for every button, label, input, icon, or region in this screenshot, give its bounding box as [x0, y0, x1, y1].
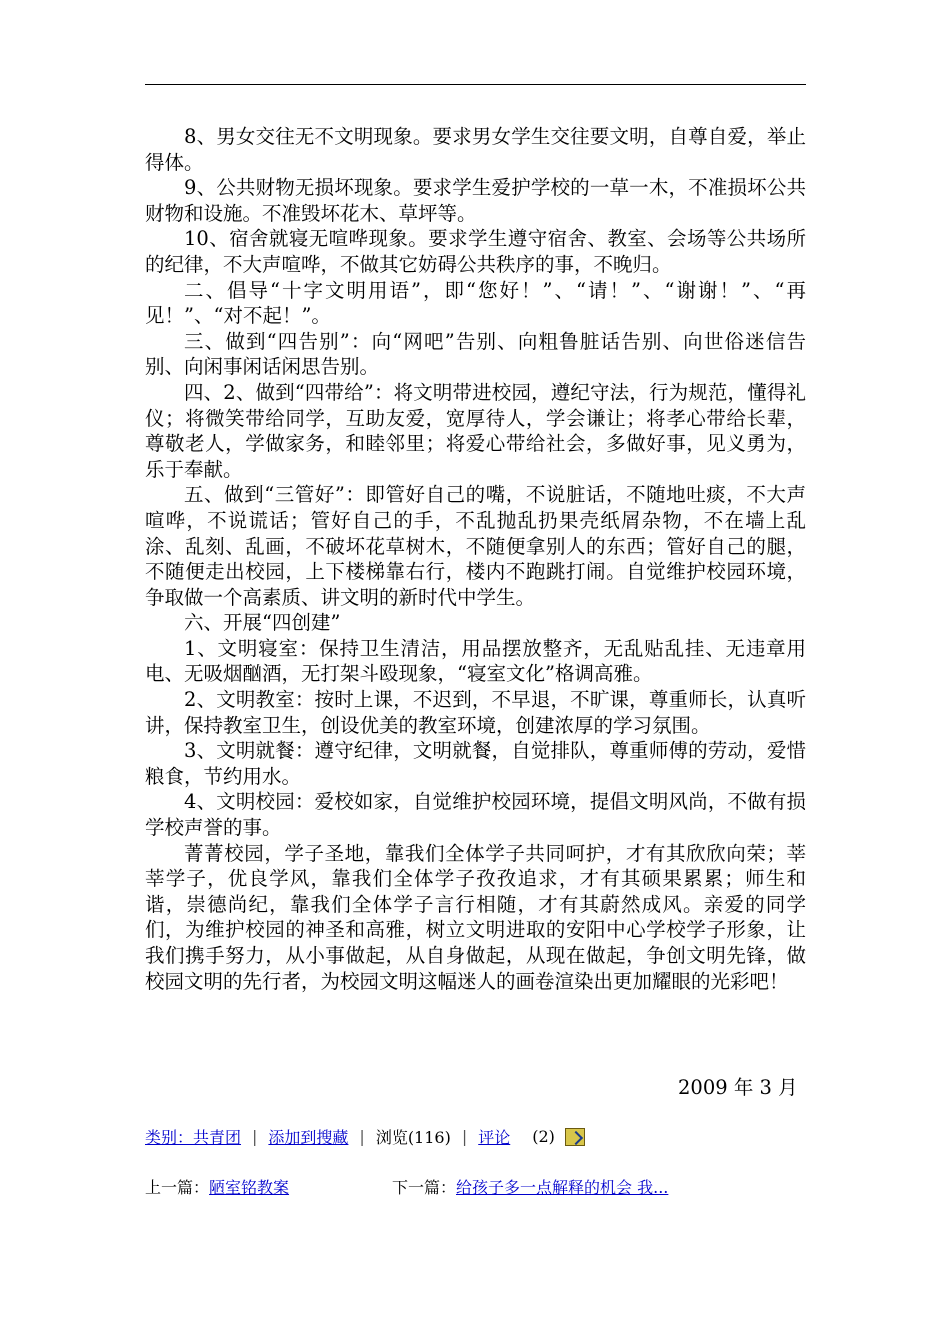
paragraph-closing: 菁菁校园，学子圣地，靠我们全体学子共同呵护，才有其欣欣向荣；莘莘学子，优良学风，靠我们全体学子孜孜追求，才有其硕果累累；师生和谐，崇德尚纪，靠我们全体学子言行相随，才有其蔚然成风。亲爱的同学们，为维护校园的神圣和高雅，树立文明进取的安阳中心学校学子形象，让我们携手努力，从小事做起，从自身做起，从现在做起，争创文明先锋，做校园文明的先行者，为校园文明这幅迷人的画卷渲染出更加耀眼的光彩吧！ — [145, 841, 806, 993]
paragraph-polite-words: 二、倡导“十字文明用语”，即“您好！”、“请！”、“谢谢！”、“再见！”、“对不起！”。 — [145, 278, 806, 328]
paragraph-four-farewells: 三、做到“四告别”：向“网吧”告别、向粗鲁脏话告别、向世俗迷信告别、向闲事闲话闲思告别。 — [145, 329, 806, 379]
paragraph-9: 9、公共财物无损坏现象。要求学生爱护学校的一草一木，不准损坏公共财物和设施。不准毁坏花木、草坪等。 — [145, 176, 806, 225]
comment-count: (2) — [532, 1127, 555, 1146]
article-navigation — [145, 1175, 669, 1198]
paragraph-civil-campus: 4、文明校园：爱校如家，自觉维护校园环境，提倡文明风尚，不做有损学校声誉的事。 — [145, 790, 806, 840]
share-icon[interactable] — [565, 1128, 585, 1146]
paragraph-four-bring: 四、2、做到“四带给”：将文明带进校园，遵纪守法，行为规范，懂得礼仪；将微笑带给同学，互助友爱，宽厚待人，学会谦让；将孝心带给长辈，尊敬老人，学做家务，和睦邻里；将爱心带给社会，多做好事，见义勇为，乐于奉献。 — [145, 380, 806, 481]
paragraph-civil-dining: 3、文明就餐：遵守纪律，文明就餐，自觉排队，尊重师傅的劳动，爱惜粮食，节约用水。 — [145, 739, 806, 788]
add-favorite-link[interactable]: 添加到搜藏 — [268, 1128, 349, 1147]
header-rule — [145, 84, 806, 85]
view-count: 浏览(116) — [375, 1128, 451, 1147]
prev-article-link[interactable]: 陋室铭教案 — [209, 1178, 290, 1197]
comment-link[interactable]: 评论 — [478, 1128, 511, 1147]
paragraph-four-create-heading: 六、开展“四创建” — [184, 611, 341, 635]
separator: | — [461, 1127, 468, 1146]
article-date: 2009 年 3 月 — [678, 1076, 798, 1099]
separator: | — [252, 1127, 258, 1146]
paragraph-8: 8、男女交往无不文明现象。要求男女学生交往要文明，自尊自爱，举止得体。 — [145, 125, 806, 174]
paragraph-three-manage: 五、做到“三管好”：即管好自己的嘴，不说脏话，不随地吐痰，不大声喧哗，不说谎话；管好自己的手，不乱抛乱扔果壳纸屑杂物，不在墙上乱涂、乱刻、乱画，不破坏花草树木，不随便拿别人的东西；管好自己的腿，不随便走出校园，上下楼梯靠右行，楼内不跑跳打闹。自觉维护校园环境，争取做一个高素质、讲文明的新时代中学生。 — [145, 483, 806, 609]
article-meta-bar — [145, 1125, 585, 1148]
next-article — [392, 1175, 668, 1198]
article-body — [145, 124, 806, 994]
paragraph-civil-dorm: 1、文明寝室：保持卫生清洁，用品摆放整齐，无乱贴乱挂、无违章用电、无吸烟酗酒，无打架斗殴现象，“寝室文化”格调高雅。 — [145, 636, 806, 686]
separator: | — [359, 1127, 365, 1146]
next-article-link[interactable]: 给孩子多一点解释的机会 我... — [456, 1178, 669, 1197]
paragraph-10: 10、宿舍就寝无喧哗现象。要求学生遵守宿舍、教室、会场等公共场所的纪律，不大声喧哗，不做其它妨碍公共秩序的事，不晚归。 — [145, 227, 806, 276]
paragraph-civil-classroom: 2、文明教室：按时上课，不迟到，不早退，不旷课，尊重师长，认真听讲，保持教室卫生，创设优美的教室环境，创建浓厚的学习氛围。 — [145, 688, 806, 737]
next-article-label: 下一篇： — [392, 1178, 457, 1197]
prev-article-label: 上一篇： — [145, 1178, 210, 1197]
category-link[interactable]: 类别：共青团 — [145, 1128, 242, 1147]
